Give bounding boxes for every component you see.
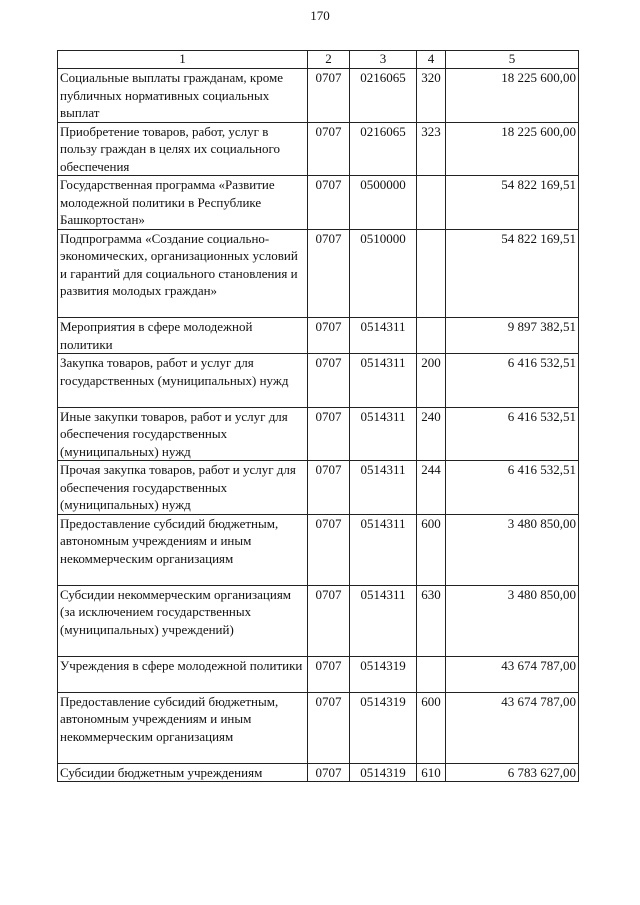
row-target-code: 0514319	[350, 656, 417, 692]
row-target-code: 0514311	[350, 354, 417, 408]
row-target-code: 0514311	[350, 585, 417, 656]
row-name-cell: Предоставление субсидий бюджетным, автономным учреждениям и иным некоммерческим организациям	[58, 692, 308, 763]
row-amount: 43 674 787,00	[446, 656, 579, 692]
row-section-code: 0707	[308, 354, 350, 408]
budget-table	[57, 50, 579, 782]
row-name-cell: Приобретение товаров, работ, услуг в пользу граждан в целях их социального обеспечения	[58, 122, 308, 176]
row-amount: 3 480 850,00	[446, 514, 579, 585]
table-row	[58, 69, 579, 123]
table-row	[58, 122, 579, 176]
row-name-cell: Учреждения в сфере молодежной политики	[58, 656, 308, 692]
row-name-cell: Предоставление субсидий бюджетным, автономным учреждениям и иным некоммерческим организациям	[58, 514, 308, 585]
row-section-code: 0707	[308, 585, 350, 656]
row-target-code: 0514311	[350, 461, 417, 515]
row-amount: 18 225 600,00	[446, 69, 579, 123]
table-row	[58, 692, 579, 763]
row-name-cell: Закупка товаров, работ и услуг для государственных (муниципальных) нужд	[58, 354, 308, 408]
column-header-2: 2	[308, 51, 350, 69]
row-expense-type: 240	[417, 407, 446, 461]
row-target-code: 0514311	[350, 407, 417, 461]
row-target-code: 0510000	[350, 229, 417, 318]
row-name-cell: Мероприятия в сфере молодежной политики	[58, 318, 308, 354]
row-target-code: 0514311	[350, 514, 417, 585]
row-amount: 6 783 627,00	[446, 763, 579, 782]
row-amount: 6 416 532,51	[446, 407, 579, 461]
row-section-code: 0707	[308, 69, 350, 123]
row-amount: 43 674 787,00	[446, 692, 579, 763]
row-name-cell: Социальные выплаты гражданам, кроме публичных нормативных социальных выплат	[58, 69, 308, 123]
table-body	[58, 69, 579, 782]
column-header-3: 3	[350, 51, 417, 69]
column-header-1: 1	[58, 51, 308, 69]
row-expense-type	[417, 318, 446, 354]
row-expense-type: 320	[417, 69, 446, 123]
table-row	[58, 514, 579, 585]
page-number: 170	[310, 8, 330, 23]
row-name-cell: Государственная программа «Развитие молодежной политики в Республике Башкортостан»	[58, 176, 308, 230]
row-name-cell: Субсидии бюджетным учреждениям	[58, 763, 308, 782]
table-header-row	[58, 51, 579, 69]
row-amount: 18 225 600,00	[446, 122, 579, 176]
table-row	[58, 176, 579, 230]
row-expense-type: 600	[417, 514, 446, 585]
row-section-code: 0707	[308, 763, 350, 782]
row-name-cell: Подпрограмма «Создание социально-экономических, организационных условий и гарантий для социального становления и развития молодых граждан»	[58, 229, 308, 318]
column-header-4: 4	[417, 51, 446, 69]
row-expense-type	[417, 176, 446, 230]
row-target-code: 0500000	[350, 176, 417, 230]
row-expense-type: 600	[417, 692, 446, 763]
row-target-code: 0514311	[350, 318, 417, 354]
row-section-code: 0707	[308, 692, 350, 763]
table-row	[58, 656, 579, 692]
table-row	[58, 229, 579, 318]
table-row	[58, 763, 579, 782]
row-amount: 6 416 532,51	[446, 354, 579, 408]
row-section-code: 0707	[308, 229, 350, 318]
row-expense-type: 244	[417, 461, 446, 515]
table-row	[58, 461, 579, 515]
row-name-cell: Прочая закупка товаров, работ и услуг для обеспечения государственных (муниципальных) нужд	[58, 461, 308, 515]
row-target-code: 0216065	[350, 69, 417, 123]
table-row	[58, 585, 579, 656]
column-header-5: 5	[446, 51, 579, 69]
row-section-code: 0707	[308, 656, 350, 692]
row-expense-type: 200	[417, 354, 446, 408]
row-expense-type: 630	[417, 585, 446, 656]
row-amount: 6 416 532,51	[446, 461, 579, 515]
row-amount: 3 480 850,00	[446, 585, 579, 656]
row-expense-type: 610	[417, 763, 446, 782]
row-section-code: 0707	[308, 176, 350, 230]
table-row	[58, 354, 579, 408]
row-section-code: 0707	[308, 514, 350, 585]
row-name-cell: Иные закупки товаров, работ и услуг для обеспечения государственных (муниципальных) нужд	[58, 407, 308, 461]
row-expense-type	[417, 656, 446, 692]
table-row	[58, 318, 579, 354]
row-section-code: 0707	[308, 407, 350, 461]
row-section-code: 0707	[308, 122, 350, 176]
row-amount: 9 897 382,51	[446, 318, 579, 354]
row-target-code: 0514319	[350, 763, 417, 782]
row-name-cell: Субсидии некоммерческим организациям (за исключением государственных (муниципальных) учреждений)	[58, 585, 308, 656]
table-row	[58, 407, 579, 461]
row-target-code: 0514319	[350, 692, 417, 763]
row-expense-type	[417, 229, 446, 318]
row-amount: 54 822 169,51	[446, 229, 579, 318]
row-expense-type: 323	[417, 122, 446, 176]
row-amount: 54 822 169,51	[446, 176, 579, 230]
row-target-code: 0216065	[350, 122, 417, 176]
row-section-code: 0707	[308, 461, 350, 515]
row-section-code: 0707	[308, 318, 350, 354]
